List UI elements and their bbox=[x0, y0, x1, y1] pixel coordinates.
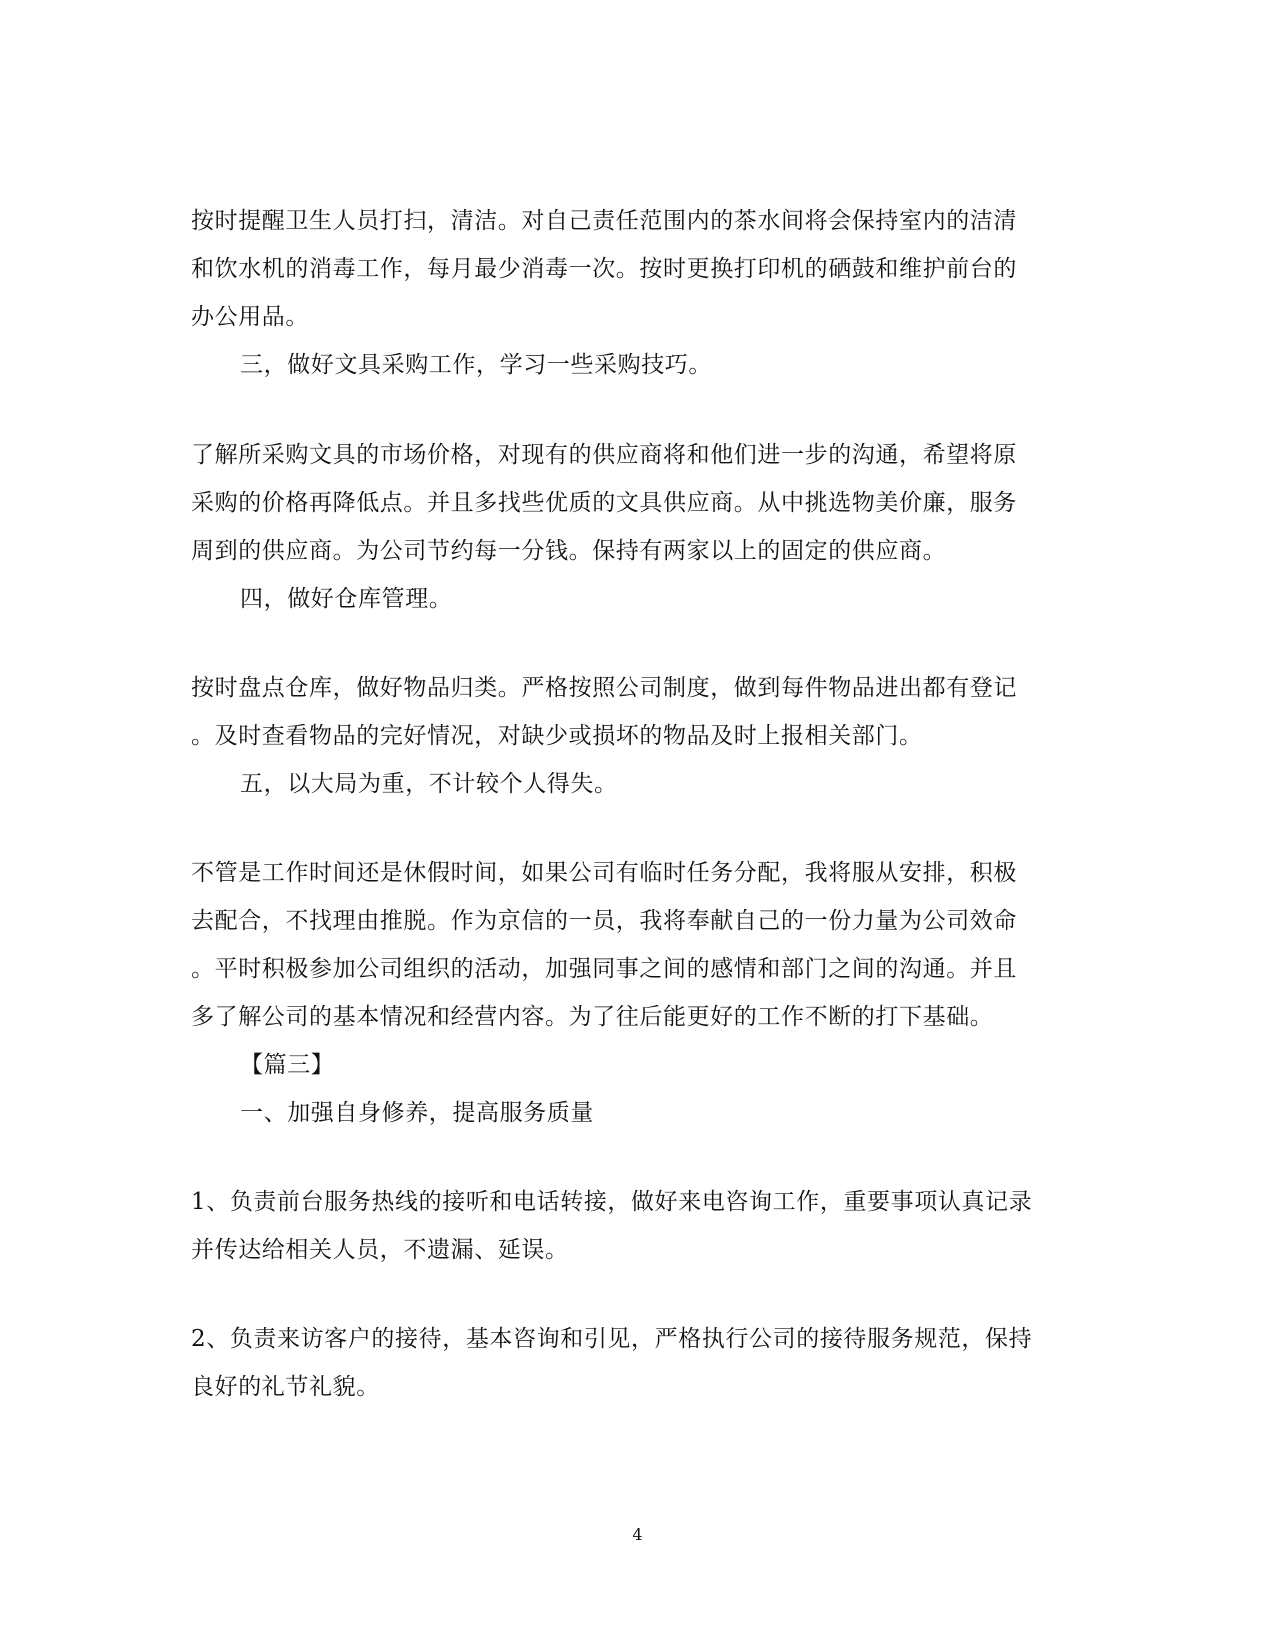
text-line: 多了解公司的基本情况和经营内容。为了往后能更好的工作不断的打下基础。 bbox=[191, 1004, 994, 1030]
text-line: 1、负责前台服务热线的接听和电话转接，做好来电咨询工作，重要事项认真记录 bbox=[191, 1189, 1033, 1215]
section-heading: 三，做好文具采购工作，学习一些采购技巧。 bbox=[240, 352, 712, 378]
text-line: 采购的价格再降低点。并且多找些优质的文具供应商。从中挑选物美价廉，服务 bbox=[191, 490, 1017, 516]
text-line: 。平时积极参加公司组织的活动，加强同事之间的感情和部门之间的沟通。并且 bbox=[191, 956, 1017, 982]
text-line: 按时盘点仓库，做好物品归类。严格按照公司制度，做到每件物品进出都有登记 bbox=[191, 675, 1017, 701]
text-line: 2、负责来访客户的接待，基本咨询和引见，严格执行公司的接待服务规范，保持 bbox=[191, 1326, 1033, 1352]
text-line: 和饮水机的消毒工作，每月最少消毒一次。按时更换打印机的硒鼓和维护前台的 bbox=[191, 256, 1017, 282]
text-line: 办公用品。 bbox=[191, 304, 309, 330]
text-line: 去配合，不找理由推脱。作为京信的一员，我将奉献自己的一份力量为公司效命 bbox=[191, 908, 1017, 934]
section-heading: 【篇三】 bbox=[240, 1052, 335, 1078]
text-line: 了解所采购文具的市场价格，对现有的供应商将和他们进一步的沟通，希望将原 bbox=[191, 442, 1017, 468]
section-heading: 四，做好仓库管理。 bbox=[240, 586, 453, 612]
page-number: 4 bbox=[632, 1525, 643, 1544]
text-line: 。及时查看物品的完好情况，对缺少或损坏的物品及时上报相关部门。 bbox=[191, 723, 923, 749]
text-line: 不管是工作时间还是休假时间，如果公司有临时任务分配，我将服从安排，积极 bbox=[191, 860, 1017, 886]
text-line: 周到的供应商。为公司节约每一分钱。保持有两家以上的固定的供应商。 bbox=[191, 538, 947, 564]
section-heading: 五，以大局为重，不计较个人得失。 bbox=[240, 771, 618, 797]
text-line: 良好的礼节礼貌。 bbox=[191, 1374, 380, 1400]
text-line: 并传达给相关人员，不遗漏、延误。 bbox=[191, 1237, 569, 1263]
section-heading: 一、加强自身修养，提高服务质量 bbox=[240, 1100, 594, 1126]
text-line: 按时提醒卫生人员打扫，清洁。对自己责任范围内的茶水间将会保持室内的洁清 bbox=[191, 208, 1017, 234]
